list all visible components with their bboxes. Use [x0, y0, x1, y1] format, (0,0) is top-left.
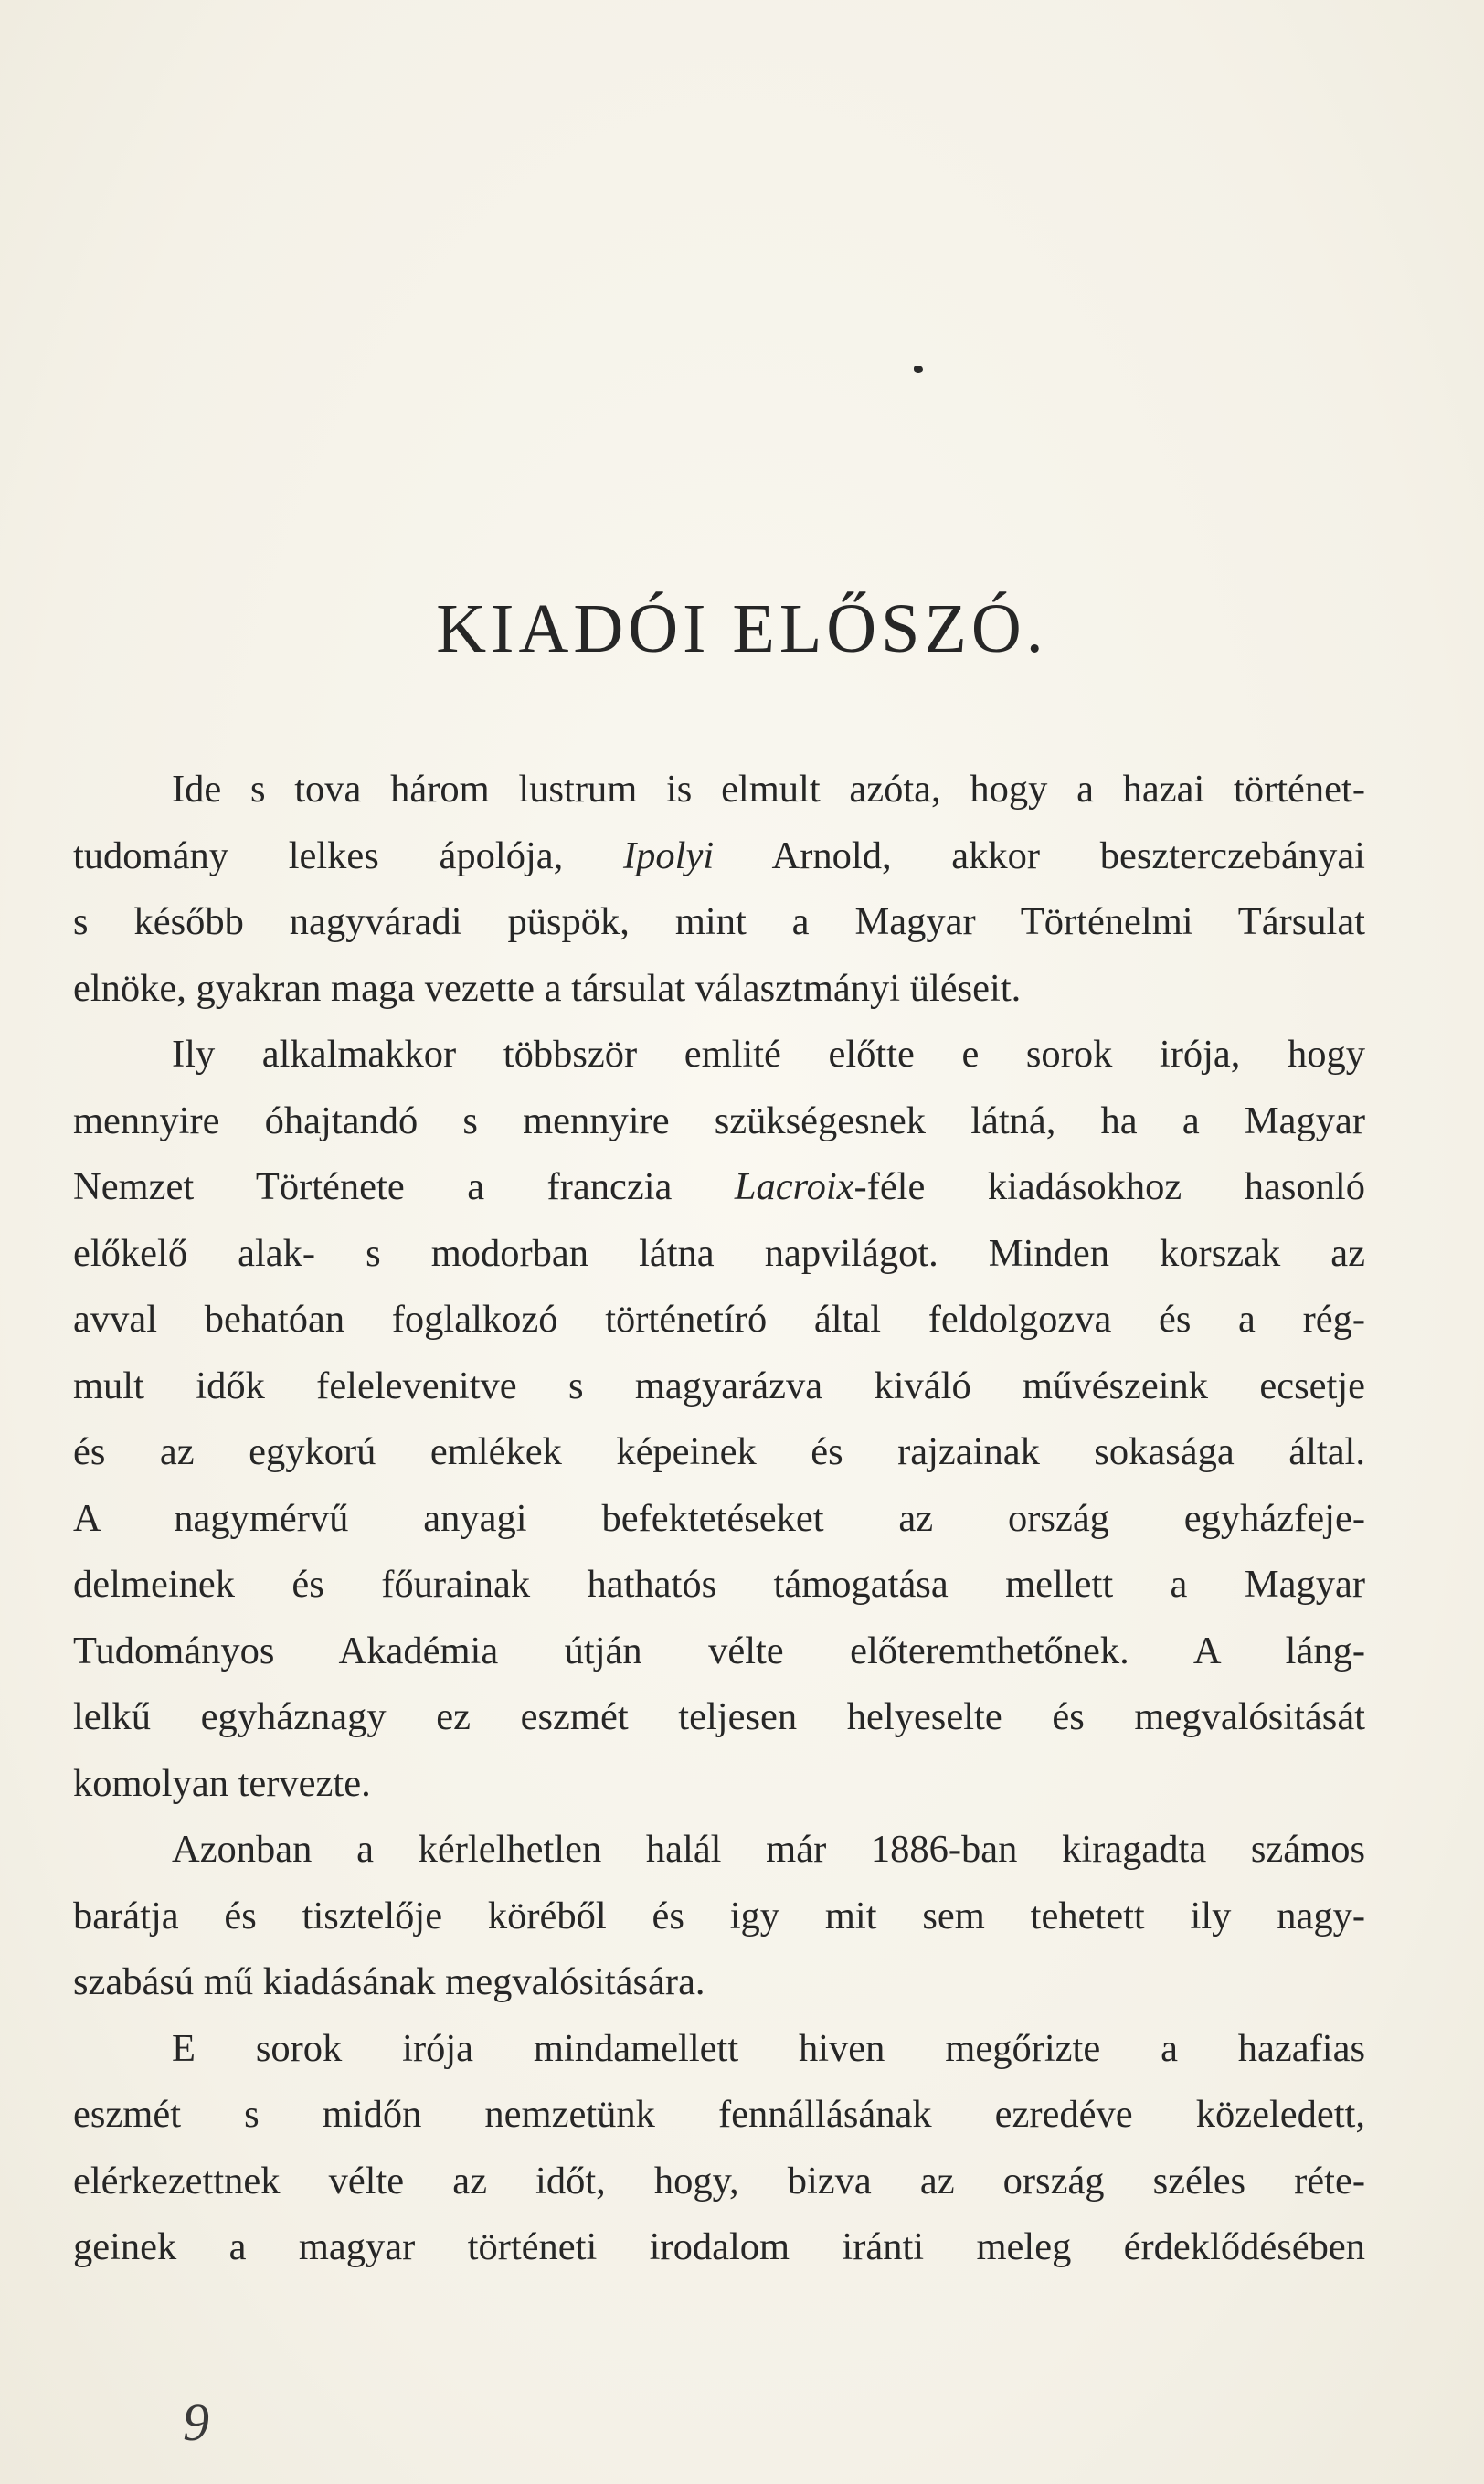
text-line: eszmét s midőn nemzetünk fennállásának ezredéve közeledett,: [73, 2093, 1365, 2136]
text-line: avval behatóan foglalkozó történetíró által feldolgozva és a rég-: [73, 1298, 1365, 1341]
text-line: lelkű egyháznagy ez eszmét teljesen helyeselte és megvalósitását: [73, 1695, 1365, 1738]
text-line: tudomány lelkes ápolója, Ipolyi Arnold, akkor beszterczebányai: [73, 833, 1365, 877]
text-line: Tudományos Akadémia útján vélte előteremthetőnek. A láng-: [73, 1629, 1365, 1672]
text-line: mennyire óhajtandó s mennyire szükségesnek látná, ha a Magyar: [73, 1099, 1365, 1142]
text-line: elérkezettnek vélte az időt, hogy, bizva az ország széles réte-: [73, 2159, 1365, 2203]
body-text: [73, 757, 1365, 2281]
italic-name: Ipolyi: [623, 833, 715, 877]
text-line: Azonban a kérlelhetlen halál már 1886-ban kiragadta számos: [172, 1828, 1365, 1871]
text-line: Ide s tova három lustrum is elmult azóta, hogy a hazai történet-: [172, 768, 1365, 811]
paragraph: [73, 1022, 1365, 1817]
ink-speck: [914, 366, 923, 373]
text-line: előkelő alak- s modorban látna napvilágot. Minden korszak az: [73, 1231, 1365, 1275]
page-number-mark: 9: [183, 2393, 209, 2452]
italic-name: Lacroix: [734, 1165, 854, 1208]
paragraph: [73, 1817, 1365, 2016]
text-line: elnöke, gyakran maga vezette a társulat választmányi üléseit.: [73, 966, 1022, 1010]
text-line: s később nagyváradi püspök, mint a Magyar Történelmi Társulat: [73, 900, 1365, 943]
text-line: Ily alkalmakkor többször emlité előtte e sorok irója, hogy: [172, 1033, 1365, 1076]
text-line: barátja és tisztelője köréből és igy mit sem tehetett ily nagy-: [73, 1894, 1365, 1937]
paragraph: [73, 757, 1365, 1022]
text-line: geinek a magyar történeti irodalom iránti meleg érdeklődésében: [73, 2225, 1365, 2268]
text-line: E sorok irója mindamellett hiven megőrizte a hazafias: [172, 2026, 1365, 2070]
page-title: KIADÓI ELŐSZÓ.: [436, 590, 1048, 667]
text-line: mult idők felelevenitve s magyarázva kiváló művészeink ecsetje: [73, 1364, 1365, 1407]
text-line: delmeinek és főurainak hathatós támogatása mellett a Magyar: [73, 1563, 1365, 1606]
text-line: és az egykorú emlékek képeinek és rajzainak sokasága által.: [73, 1430, 1365, 1473]
text-line: komolyan tervezte.: [73, 1761, 371, 1805]
text-line: A nagymérvű anyagi befektetéseket az ország egyházfeje-: [73, 1496, 1365, 1540]
paragraph: [73, 2016, 1365, 2281]
text-line: Nemzet Története a franczia Lacroix-féle kiadásokhoz hasonló: [73, 1165, 1365, 1208]
text-line: szabású mű kiadásának megvalósitására.: [73, 1960, 705, 2003]
